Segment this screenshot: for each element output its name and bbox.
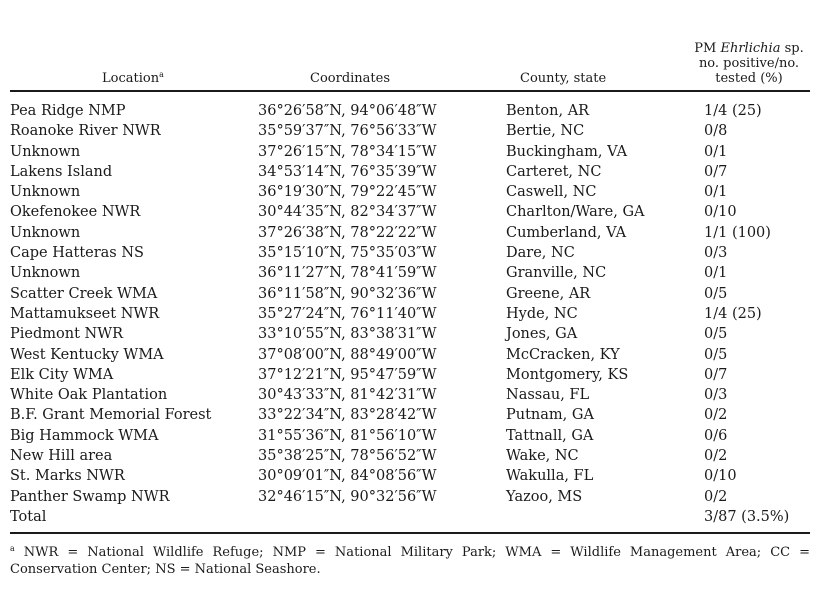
cell-result: 3/87 (3.5%) (704, 508, 790, 525)
footnote-marker: a (159, 70, 164, 79)
cell-coordinates: 31°55′36″N, 81°56′10″W (258, 427, 437, 444)
cell-result: 0/2 (704, 488, 728, 505)
header-pm-line1 (690, 41, 808, 56)
cell-result: 0/5 (704, 326, 728, 343)
cell-county-state: Cumberland, VA (506, 224, 627, 241)
table-header (10, 30, 810, 90)
cell-location: Unknown (10, 184, 81, 201)
cell-coordinates: 36°11′27″N, 78°41′59″W (258, 265, 437, 282)
cell-location: Scatter Creek WMA (10, 285, 158, 302)
cell-county-state: Charlton/Ware, GA (506, 204, 645, 221)
cell-county-state: Caswell, NC (506, 184, 597, 201)
cell-coordinates: 36°26′58″N, 94°06′48″W (258, 103, 437, 119)
cell-coordinates: 37°26′38″N, 78°22′22″W (258, 224, 437, 241)
cell-county-state: Nassau, FL (506, 387, 590, 404)
cell-location: Piedmont NWR (10, 326, 124, 343)
cell-result: 0/3 (704, 245, 728, 262)
cell-coordinates: 36°19′30″N, 79°22′45″W (258, 184, 437, 201)
cell-location: Big Hammock WMA (10, 427, 159, 444)
cell-coordinates: 34°53′14″N, 76°35′39″W (258, 163, 437, 180)
cell-coordinates: 32°46′15″N, 90°32′56″W (258, 488, 437, 505)
cell-result: 0/1 (704, 143, 728, 160)
cell-county-state: Buckingham, VA (506, 143, 628, 160)
table-footnote (10, 544, 810, 578)
cell-result: 0/10 (704, 468, 737, 485)
table-row (10, 162, 810, 182)
cell-result: 0/5 (704, 346, 728, 363)
cell-county-state: Wakulla, FL (506, 468, 594, 485)
cell-result: 0/7 (704, 366, 728, 383)
cell-location: Mattamukseet NWR (10, 305, 160, 322)
table-row (10, 385, 810, 405)
cell-coordinates: 35°27′24″N, 76°11′40″W (258, 305, 437, 322)
cell-result: 0/2 (704, 448, 728, 465)
cell-location: Unknown (10, 265, 81, 282)
cell-coordinates: 37°08′00″N, 88°49′00″W (258, 346, 437, 363)
cell-county-state: Hyde, NC (506, 305, 578, 322)
cell-location: Panther Swamp NWR (10, 488, 170, 505)
cell-county-state: Benton, AR (506, 103, 590, 119)
cell-county-state: Greene, AR (506, 285, 591, 302)
cell-county-state: Carteret, NC (506, 163, 602, 180)
cell-county-state: McCracken, KY (506, 346, 620, 363)
cell-coordinates: 33°22′34″N, 83°28′42″W (258, 407, 437, 424)
cell-coordinates: 37°26′15″N, 78°34′15″W (258, 143, 437, 160)
table-row (10, 507, 810, 527)
cell-location: Total (10, 508, 47, 525)
cell-location: Cape Hatteras NS (10, 245, 144, 262)
cell-coordinates: 37°12′21″N, 95°47′59″W (258, 366, 437, 383)
table-row (10, 101, 810, 121)
table-row (10, 263, 810, 283)
cell-location: West Kentucky WMA (10, 346, 164, 363)
cell-coordinates: 30°44′35″N, 82°34′37″W (258, 204, 437, 221)
data-table (10, 30, 810, 534)
header-pm-suffix: sp. (780, 41, 804, 56)
table-row (10, 304, 810, 324)
table-row (10, 405, 810, 425)
cell-result: 0/5 (704, 285, 728, 302)
table-row (10, 142, 810, 162)
cell-location: Unknown (10, 143, 81, 160)
table-row (10, 121, 810, 141)
header-pm-result (690, 41, 808, 86)
cell-coordinates: 30°09′01″N, 84°08′56″W (258, 468, 437, 485)
cell-result: 0/3 (704, 387, 728, 404)
cell-location: Lakens Island (10, 163, 113, 180)
cell-county-state: Dare, NC (506, 245, 575, 262)
table-body (10, 92, 810, 527)
header-pm-genus: Ehrlichia (720, 41, 781, 56)
footnote-mark: a (10, 544, 15, 553)
cell-result: 1/1 (100) (704, 224, 771, 241)
table-row (10, 243, 810, 263)
table-row (10, 365, 810, 385)
cell-result: 0/1 (704, 265, 728, 282)
cell-result: 0/10 (704, 204, 737, 221)
cell-location: Pea Ridge NMP (10, 103, 126, 119)
cell-county-state: Tattnall, GA (506, 427, 594, 444)
cell-result: 1/4 (25) (704, 103, 762, 119)
header-county-state: County, state (520, 71, 607, 86)
cell-result: 0/8 (704, 123, 728, 140)
cell-coordinates: 35°59′37″N, 76°56′33″W (258, 123, 437, 140)
footnote-text: NWR = National Wildlife Refuge; NMP = National Military Park; WMA = Wildlife Management Area; CC = Conservation Center; NS = National Seashore. (10, 545, 810, 577)
cell-location: St. Marks NWR (10, 468, 125, 485)
header-pm-line3: tested (%) (715, 71, 783, 86)
cell-county-state: Granville, NC (506, 265, 607, 282)
cell-result: 0/6 (704, 427, 728, 444)
header-pm-prefix: PM (694, 41, 721, 56)
cell-location: Okefenokee NWR (10, 204, 141, 221)
cell-county-state: Jones, GA (506, 326, 578, 343)
cell-coordinates: 35°15′10″N, 75°35′03″W (258, 245, 437, 262)
cell-location: White Oak Plantation (10, 387, 168, 404)
bottom-rule (10, 532, 810, 534)
header-coordinates: Coordinates (310, 71, 391, 86)
table-row (10, 182, 810, 202)
table-row (10, 466, 810, 486)
table-row (10, 324, 810, 344)
header-location-label: Location (102, 71, 160, 86)
cell-result: 0/7 (704, 163, 728, 180)
cell-location: Roanoke River NWR (10, 123, 161, 140)
cell-result: 0/1 (704, 184, 728, 201)
cell-location: Unknown (10, 224, 81, 241)
cell-result: 1/4 (25) (704, 305, 762, 322)
cell-location: New Hill area (10, 448, 113, 465)
cell-location: B.F. Grant Memorial Forest (10, 407, 212, 424)
table-row (10, 345, 810, 365)
cell-coordinates: 30°43′33″N, 81°42′31″W (258, 387, 437, 404)
header-location (102, 71, 164, 86)
cell-county-state: Bertie, NC (506, 123, 585, 140)
table-row (10, 426, 810, 446)
cell-coordinates: 36°11′58″N, 90°32′36″W (258, 285, 437, 302)
cell-county-state: Montgomery, KS (506, 366, 629, 383)
cell-result: 0/2 (704, 407, 728, 424)
header-pm-line2: no. positive/no. (698, 56, 800, 71)
cell-coordinates: 33°10′55″N, 83°38′31″W (258, 326, 437, 343)
table-row (10, 487, 810, 507)
table-row (10, 284, 810, 304)
table-row (10, 446, 810, 466)
cell-location: Elk City WMA (10, 366, 114, 383)
cell-county-state: Wake, NC (506, 448, 579, 465)
table-row (10, 202, 810, 222)
table-row (10, 223, 810, 243)
cell-county-state: Yazoo, MS (506, 488, 583, 505)
cell-coordinates: 35°38′25″N, 78°56′52″W (258, 448, 437, 465)
cell-county-state: Putnam, GA (506, 407, 594, 424)
